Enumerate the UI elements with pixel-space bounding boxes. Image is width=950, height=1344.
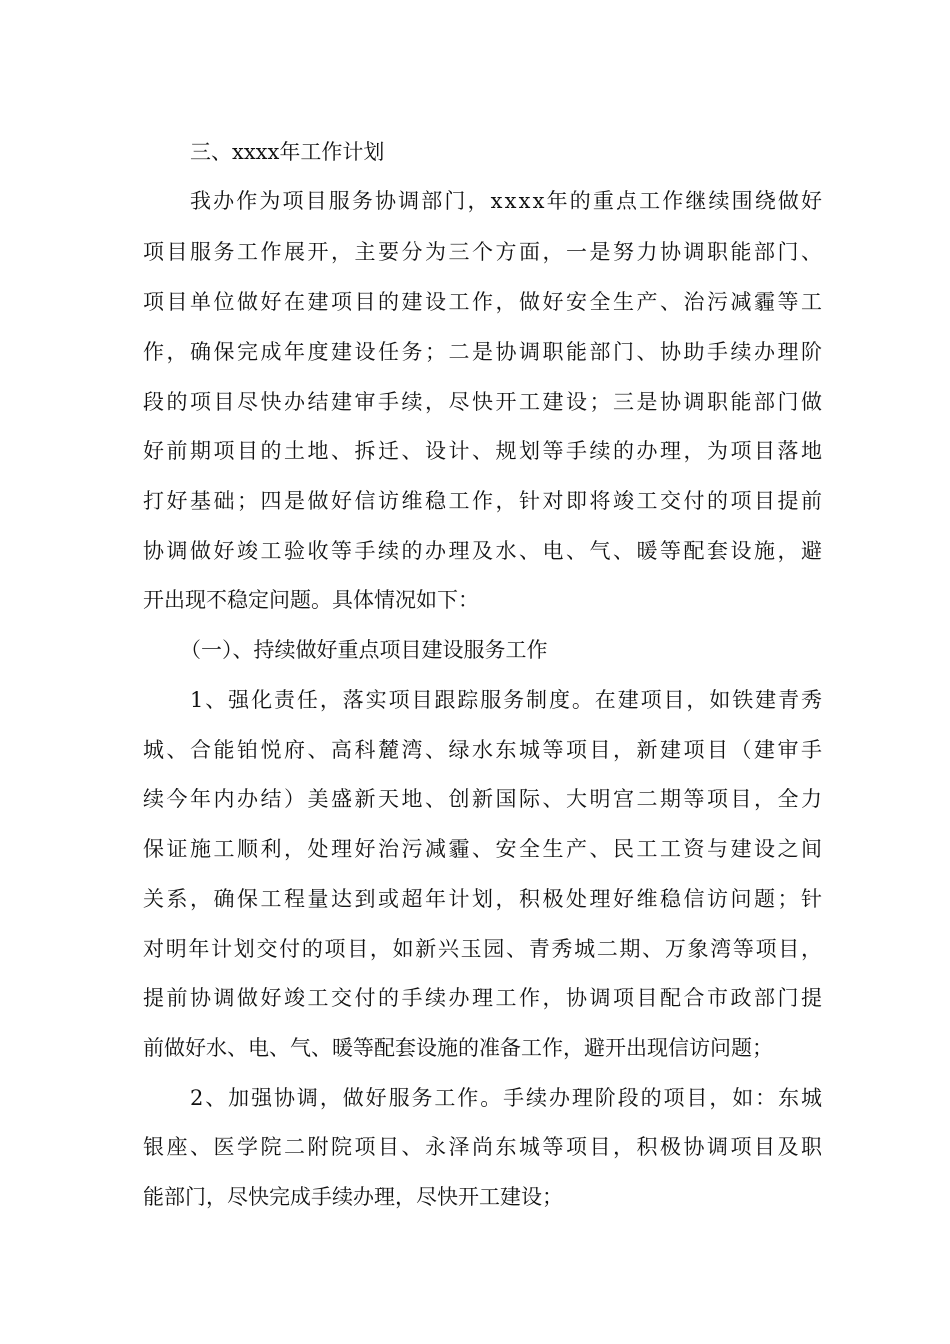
intro-line-9: 开出现不稳定问题。具体情况如下： (143, 588, 479, 612)
intro-line-5: 段的项目尽快办结建审手续，尽快开工建设；三是协调职能部门做 (143, 390, 825, 414)
intro-line-8: 协调做好竣工验收等手续的办理及水、电、气、暖等配套设施，避 (143, 539, 825, 563)
item1-line-1: 1、强化责任，落实项目跟踪服务制度。在建项目，如铁建青秀 (190, 688, 824, 712)
item1-line-6: 对明年计划交付的项目，如新兴玉园、青秀城二期、万象湾等项目， (143, 937, 824, 961)
intro-line-3: 项目单位做好在建项目的建设工作，做好安全生产、治污减霾等工 (143, 290, 825, 314)
intro-line-6: 好前期项目的土地、拆迁、设计、规划等手续的办理，为项目落地 (143, 439, 825, 463)
item1-line-3: 续今年内办结）美盛新天地、创新国际、大明宫二期等项目，全力 (143, 787, 825, 811)
item1-line-2: 城、合能铂悦府、高科麓湾、绿水东城等项目，新建项目（建审手 (143, 738, 825, 762)
item1-line-8: 前做好水、电、气、暖等配套设施的准备工作，避开出现信访问题； (143, 1036, 773, 1060)
intro-line-2: 项目服务工作展开，主要分为三个方面，一是努力协调职能部门、 (143, 240, 825, 264)
item2-line-3: 能部门，尽快完成手续办理，尽快开工建设； (143, 1185, 563, 1209)
intro-line-7: 打好基础；四是做好信访维稳工作，针对即将竣工交付的项目提前 (143, 489, 825, 513)
item2-line-1: 2、加强协调，做好服务工作。手续办理阶段的项目，如：东城 (190, 1086, 824, 1110)
subheading: （一）、持续做好重点项目建设服务工作 (180, 638, 548, 662)
item1-line-4: 保证施工顺利，处理好治污减霾、安全生产、民工工资与建设之间 (143, 837, 825, 861)
item2-line-2: 银座、医学院二附院项目、永泽尚东城等项目，积极协调项目及职 (143, 1135, 825, 1159)
intro-line-1: 我办作为项目服务协调部门，xxxx年的重点工作继续围绕做好 (190, 189, 825, 213)
item1-line-7: 提前协调做好竣工交付的手续办理工作，协调项目配合市政部门提 (143, 986, 825, 1010)
section-heading: 三、xxxx年工作计划 (190, 140, 385, 164)
intro-line-4: 作，确保完成年度建设任务；二是协调职能部门、协助手续办理阶 (143, 340, 825, 364)
item1-line-5: 关系，确保工程量达到或超年计划，积极处理好维稳信访问题；针 (143, 887, 825, 911)
